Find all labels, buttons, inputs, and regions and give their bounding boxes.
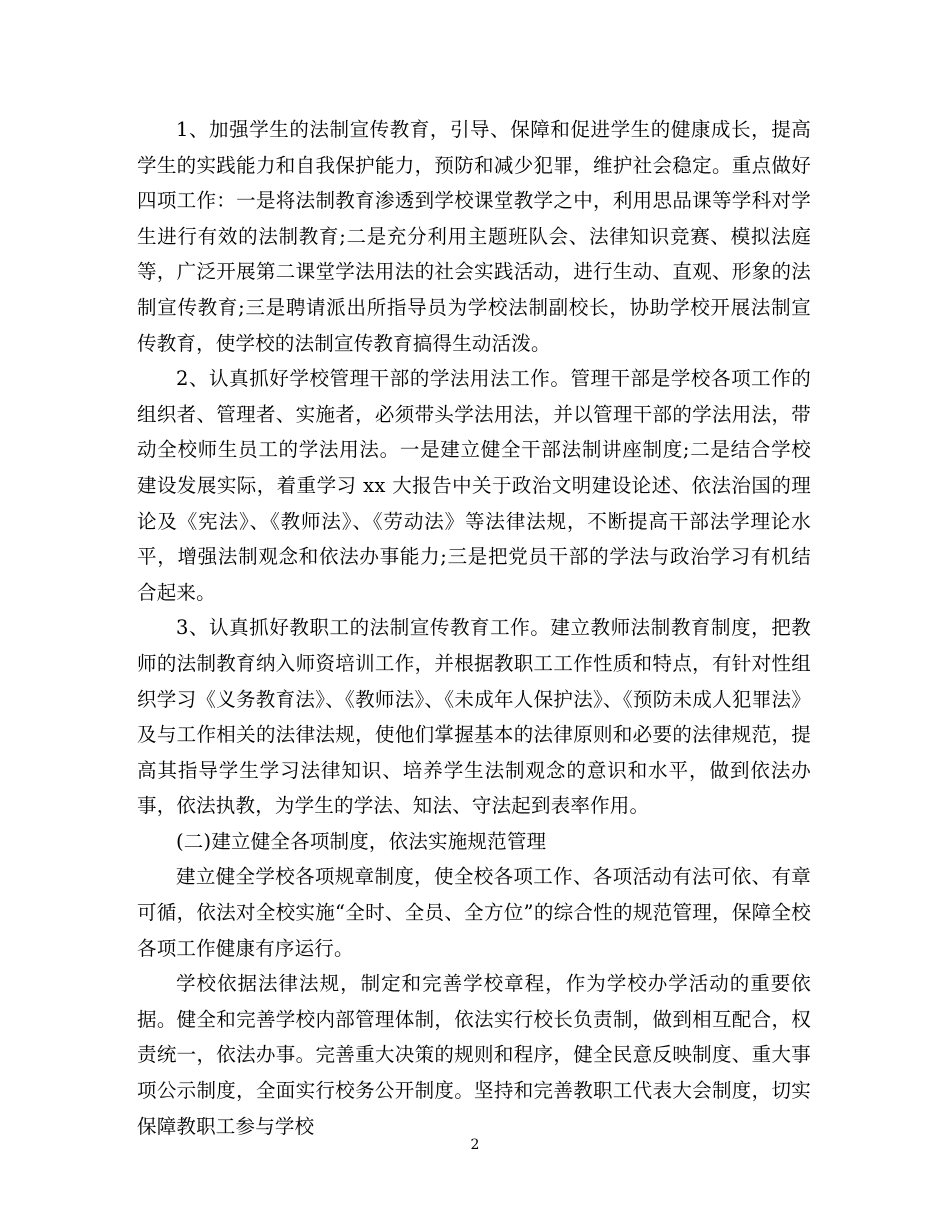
document-body [137, 112, 811, 1144]
section-heading: (二)建立健全各项制度，依法实施规范管理 [176, 829, 547, 853]
page-number: 2 [470, 1137, 480, 1153]
paragraph-3: 3、认真抓好教职工的法制宣传教育工作。建立教师法制教育制度，把教师的法制教育纳入师资培训工作，并根据教职工工作性质和特点，有针对性组织学习《义务教育法》、《教师法》、《未成年人保护法》、《预防未成人犯罪法》及与工作相关的法律法规，使他们掌握基本的法律原则和必要的法律规范，提高其指导学生学习法律知识、培养学生法制观念的意识和水平，做到依法办事，依法执教，为学生的学法、知法、守法起到表率作用。 [137, 616, 811, 818]
paragraph-1: 1、加强学生的法制宣传教育，引导、保障和促进学生的健康成长，提高学生的实践能力和自我保护能力，预防和减少犯罪，维护社会稳定。重点做好四项工作：一是将法制教育渗透到学校课堂教学之中，利用思品课等学科对学生进行有效的法制教育;二是充分利用主题班队会、法律知识竞赛、模拟法庭等，广泛开展第二课堂学法用法的社会实践活动，进行生动、直观、形象的法制宣传教育;三是聘请派出所指导员为学校法制副校长，协助学校开展法制宣传教育，使学校的法制宣传教育搞得生动活泼。 [137, 118, 811, 355]
paragraph-2: 2、认真抓好学校管理干部的学法用法工作。管理干部是学校各项工作的组织者、管理者、实施者，必须带头学法用法，并以管理干部的学法用法，带动全校师生员工的学法用法。一是建立健全干部法制讲座制度;二是结合学校建设发展实际，着重学习 xx 大报告中关于政治文明建设论述、依法治国的理论及《宪法》、《教师法》、《劳动法》等法律法规，不断提高干部法学理论水平，增强法制观念和依法办事能力;三是把党员干部的学法与政治学习有机结合起来。 [137, 367, 811, 604]
paragraph-5: 学校依据法律法规，制定和完善学校章程，作为学校办学活动的重要依据。健全和完善学校内部管理体制，依法实行校长负责制，做到相互配合，权责统一，依法办事。完善重大决策的规则和程序，健全民意反映制度、重大事项公示制度，全面实行校务公开制度。坚持和完善教职工代表大会制度，切实保障教职工参与学校 [137, 972, 811, 1138]
paragraph-4: 建立健全学校各项规章制度，使全校各项工作、各项活动有法可依、有章可循，依法对全校实施“全时、全员、全方位”的综合性的规范管理，保障全校各项工作健康有序运行。 [137, 865, 811, 960]
